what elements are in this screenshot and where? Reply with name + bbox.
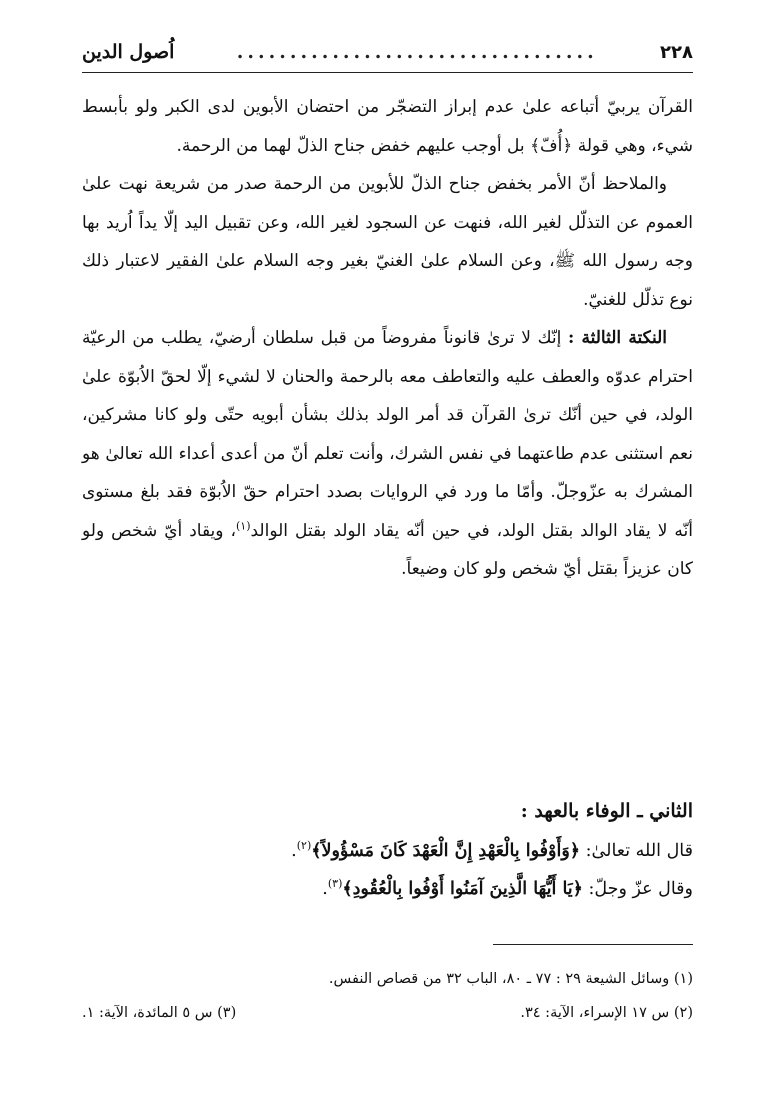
footnote-row-1 (82, 962, 693, 996)
verse-2-intro: وقال عزّ وجلّ: (588, 879, 693, 899)
paragraph-1: القرآن يربيّ أتباعه علىٰ عدم إبراز التضجّر من احتضان الأبوين لدى الكبر ولو بأبسط شيء، وهي قولة ﴿أُفّ﴾ بل أوجب عليهم خفض جناح الذلّ لهما من الرحمة. (82, 97, 693, 156)
footnote-2: (٢) س ١٧ الإسراء، الآية: ٣٤. (520, 1005, 693, 1021)
quran-verse-1: ﴿وَأَوْفُوا بِالْعَهْدِ إِنَّ الْعَهْدَ كَانَ مَسْؤُولاً﴾ (311, 841, 581, 861)
footnote-ref-2[interactable]: (٢) (296, 839, 312, 853)
verse-2-end: . (322, 879, 328, 899)
footnote-ref-3[interactable]: (٣) (327, 877, 343, 891)
verse-line-1 (82, 832, 693, 870)
section-title: الثاني ـ الوفاء بالعهد : (520, 800, 693, 822)
point-label: النكتة الثالثة : (568, 328, 668, 348)
verse-line-2 (82, 870, 693, 908)
footnote-ref-1[interactable]: (١) (235, 518, 251, 532)
footnote-1: (١) وسائل الشيعة ٢٩ : ٧٧ ـ ٨٠، الباب ٣٢ من قصاص النفس. (328, 971, 693, 987)
header-rule (82, 72, 693, 73)
paragraph-2: والملاحظ أنّ الأمر بخفض جناح الذلّ للأبوين من الرحمة صدر من شريعة نهت علىٰ العموم عن التذلّل لغير الله، فنهت عن السجود لغير الله، وعن تقبيل اليد إلّا يداً اُريد بها وجه رسول الله ﷺ، وعن السلام علىٰ الغنيّ بغير وجه السلام علىٰ الفقير لاعتبار ذلك نوع تذلّل للغنيّ. (82, 174, 693, 310)
body-text (82, 88, 693, 589)
footnote-separator (493, 944, 693, 945)
paragraph-3-text: إنّك لا ترىٰ قانوناً مفروضاً من قبل سلطان أرضيّ، يطلب من الرعيّة احترام عدوّه والعطف عليه والتعاطف معه بالرحمة والحنان لا لشيء إلّا لحقّ الاُبوّة علىٰ الولد، في حين أنّك ترىٰ القرآن قد أمر الولد بذلك بشأن أبويه حتّى ولو كانا مشركين، نعم استثنى عدم طاعتهما في نفس الشرك، وأنت تعلم أنّ من أعدى أعداء الله تعالىٰ هو المشرك به عزّوجلّ. وأمّا ما ورد في الروايات بصدد احترام حقّ الاُبوّة فقد بلغ مستوى أنّه لا يقاد الوالد بقتل الولد، في حين أنّه يقاد الولد بقتل الوالد (82, 328, 693, 541)
footnote-3: (٣) س ٥ المائدة، الآية: ١. (82, 1005, 237, 1021)
page-number: ٢٢٨ (660, 41, 693, 63)
quran-verse-2: ﴿يَا أَيُّهَا الَّذِينَ آمَنُوا أَوْفُوا بِالْعُقُودِ﴾ (342, 879, 583, 899)
paragraph-3-text-end: ، ويقاد أيّ شخص ولو كان عزيزاً بقتل أيّ شخص ولو كان وضيعاً. (82, 520, 693, 579)
paragraph-3 (82, 319, 693, 589)
section-fulfilling-covenant (82, 792, 693, 908)
footnotes (82, 962, 693, 1030)
verse-1-end: . (291, 841, 297, 861)
running-header (82, 36, 693, 68)
header-dot-leader: .................................. (236, 41, 598, 63)
footnote-row-2 (82, 996, 693, 1030)
verse-1-intro: قال الله تعالىٰ: (585, 841, 693, 861)
running-title: اُصول الدين (82, 41, 175, 63)
